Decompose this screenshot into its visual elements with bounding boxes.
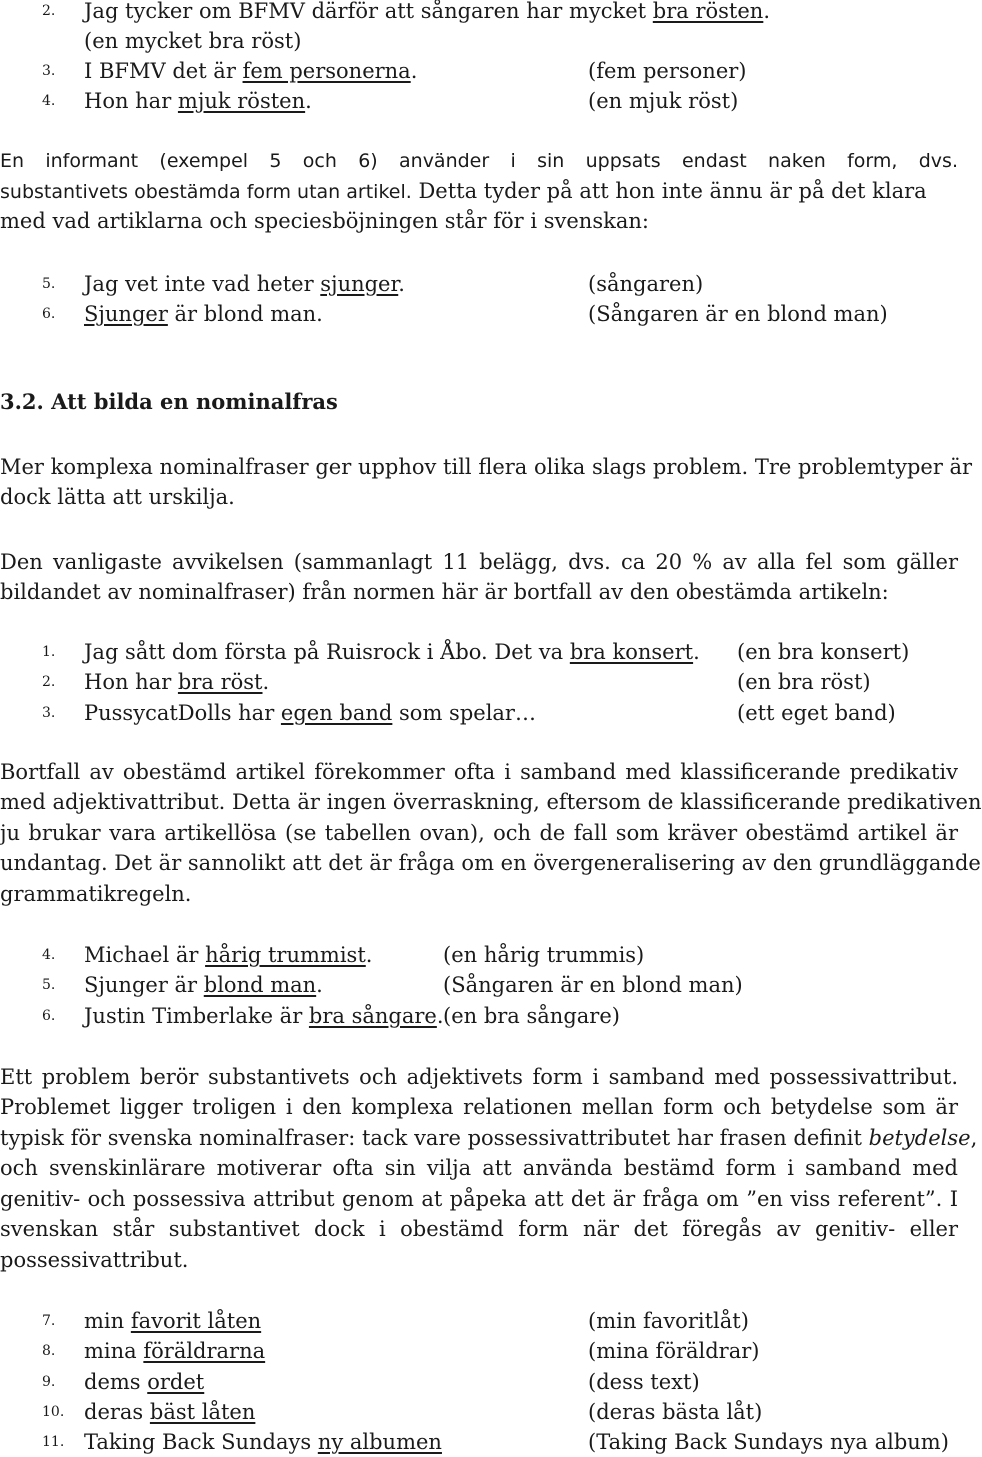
example-number: 2. bbox=[42, 3, 56, 19]
example-sentence: Justin Timberlake är bra sångare. bbox=[84, 1004, 444, 1028]
example-number: 2. bbox=[42, 674, 56, 690]
example-number: 8. bbox=[42, 1343, 56, 1359]
example-gloss: (en hårig trummis) bbox=[443, 943, 645, 967]
example-gloss: (fem personer) bbox=[588, 59, 747, 83]
section-heading: 3.2. Att bilda en nominalfras bbox=[0, 389, 338, 414]
paragraph-line: Ett problem berör substantivets och adjektivets form i samband med possessivattribut. bbox=[0, 1065, 958, 1089]
example-gloss: (en bra sångare) bbox=[443, 1004, 620, 1028]
example-number: 1. bbox=[42, 644, 56, 660]
paragraph-line: En informant (exempel 5 och 6) använder i sin uppsats endast naken form, dvs. bbox=[0, 150, 958, 172]
example-number: 10. bbox=[42, 1404, 65, 1420]
example-gloss: (Sångaren är en blond man) bbox=[588, 302, 888, 326]
example-number: 4. bbox=[42, 93, 56, 109]
paragraph-line: genitiv- och possessiva attribut genom at påpeka att det är fråga om ”en viss referent”. I bbox=[0, 1187, 958, 1211]
example-sentence: Jag vet inte vad heter sjunger. bbox=[84, 272, 405, 296]
example-sentence: Jag tycker om BFMV därför att sångaren har mycket bra rösten. bbox=[84, 0, 771, 23]
example-sentence: Hon har bra röst. bbox=[84, 670, 270, 694]
example-gloss: (mina föräldrar) bbox=[588, 1339, 760, 1363]
example-gloss: (Sångaren är en blond man) bbox=[443, 973, 743, 997]
example-sentence: Sjunger är blond man. bbox=[84, 973, 323, 997]
example-number: 5. bbox=[42, 276, 56, 292]
example-sentence: PussycatDolls har egen band som spelar… bbox=[84, 701, 536, 725]
example-number: 6. bbox=[42, 1008, 56, 1024]
example-gloss: (deras bästa låt) bbox=[588, 1400, 763, 1424]
example-sentence: mina föräldrarna bbox=[84, 1339, 266, 1363]
example-sentence: I BFMV det är fem personerna. bbox=[84, 59, 418, 83]
example-gloss: (en mycket bra röst) bbox=[84, 29, 302, 53]
example-gloss: (en bra röst) bbox=[737, 670, 871, 694]
example-gloss: (sångaren) bbox=[588, 272, 704, 296]
example-sentence: min favorit låten bbox=[84, 1309, 262, 1333]
paragraph-line: typisk för svenska nominalfraser: tack vare possessivattributet har frasen definit betydelse, bbox=[0, 1126, 978, 1150]
example-sentence: Sjunger är blond man. bbox=[84, 302, 323, 326]
example-number: 5. bbox=[42, 977, 56, 993]
example-gloss: (min favoritlåt) bbox=[588, 1309, 749, 1333]
example-gloss: (en mjuk röst) bbox=[588, 89, 739, 113]
paragraph-line: svenskan står substantivet dock i obestämd form när det föregås av genitiv- eller bbox=[0, 1217, 958, 1241]
example-number: 7. bbox=[42, 1313, 56, 1329]
paragraph-line: possessivattribut. bbox=[0, 1248, 189, 1272]
example-number: 3. bbox=[42, 63, 56, 79]
paragraph-line: grammatikregeln. bbox=[0, 882, 192, 906]
example-gloss: (dess text) bbox=[588, 1370, 700, 1394]
example-number: 4. bbox=[42, 947, 56, 963]
paragraph-line: substantivets obestämda form utan artikel. Detta tyder på att hon inte ännu är på det klara bbox=[0, 179, 927, 203]
example-number: 3. bbox=[42, 705, 56, 721]
paragraph-line: med vad artiklarna och speciesböjningen står för i svenskan: bbox=[0, 209, 649, 233]
paragraph-line: Problemet ligger troligen i den komplexa relationen mellan form och betydelse som är bbox=[0, 1095, 958, 1119]
example-number: 11. bbox=[42, 1434, 65, 1450]
example-sentence: Michael är hårig trummist. bbox=[84, 943, 373, 967]
example-number: 9. bbox=[42, 1374, 56, 1390]
example-sentence: Hon har mjuk rösten. bbox=[84, 89, 312, 113]
example-gloss: (en bra konsert) bbox=[737, 640, 910, 664]
paragraph-line: Den vanligaste avvikelsen (sammanlagt 11 belägg, dvs. ca 20 % av alla fel som gäller bbox=[0, 550, 958, 574]
paragraph-line: Bortfall av obestämd artikel förekommer ofta i samband med klassificerande predikativ bbox=[0, 760, 958, 784]
example-sentence: dems ordet bbox=[84, 1370, 205, 1394]
paragraph-line: med adjektivattribut. Detta är ingen överraskning, eftersom de klassificerande predikativen bbox=[0, 790, 982, 814]
paragraph-line: dock lätta att urskilja. bbox=[0, 485, 235, 509]
paragraph-line: ju brukar vara artikellösa (se tabellen ovan), och de fall som kräver obestämd artikel är bbox=[0, 821, 958, 845]
paragraph-line: undantag. Det är sannolikt att det är fråga om en övergeneralisering av den grundläggande bbox=[0, 851, 981, 875]
paragraph-line: och svenskinlärare motiverar ofta sin vilja att använda bestämd form i samband med bbox=[0, 1156, 958, 1180]
example-gloss: (Taking Back Sundays nya album) bbox=[588, 1430, 949, 1454]
example-sentence: Jag sått dom första på Ruisrock i Åbo. Det va bra konsert. bbox=[84, 640, 700, 664]
example-sentence: deras bäst låten bbox=[84, 1400, 256, 1424]
example-number: 6. bbox=[42, 306, 56, 322]
paragraph-line: Mer komplexa nominalfraser ger upphov till flera olika slags problem. Tre problemtyper är bbox=[0, 455, 973, 479]
example-gloss: (ett eget band) bbox=[737, 701, 896, 725]
example-sentence: Taking Back Sundays ny albumen bbox=[84, 1430, 442, 1454]
paragraph-line: bildandet av nominalfraser) från normen här är bortfall av den obestämda artikeln: bbox=[0, 580, 889, 604]
